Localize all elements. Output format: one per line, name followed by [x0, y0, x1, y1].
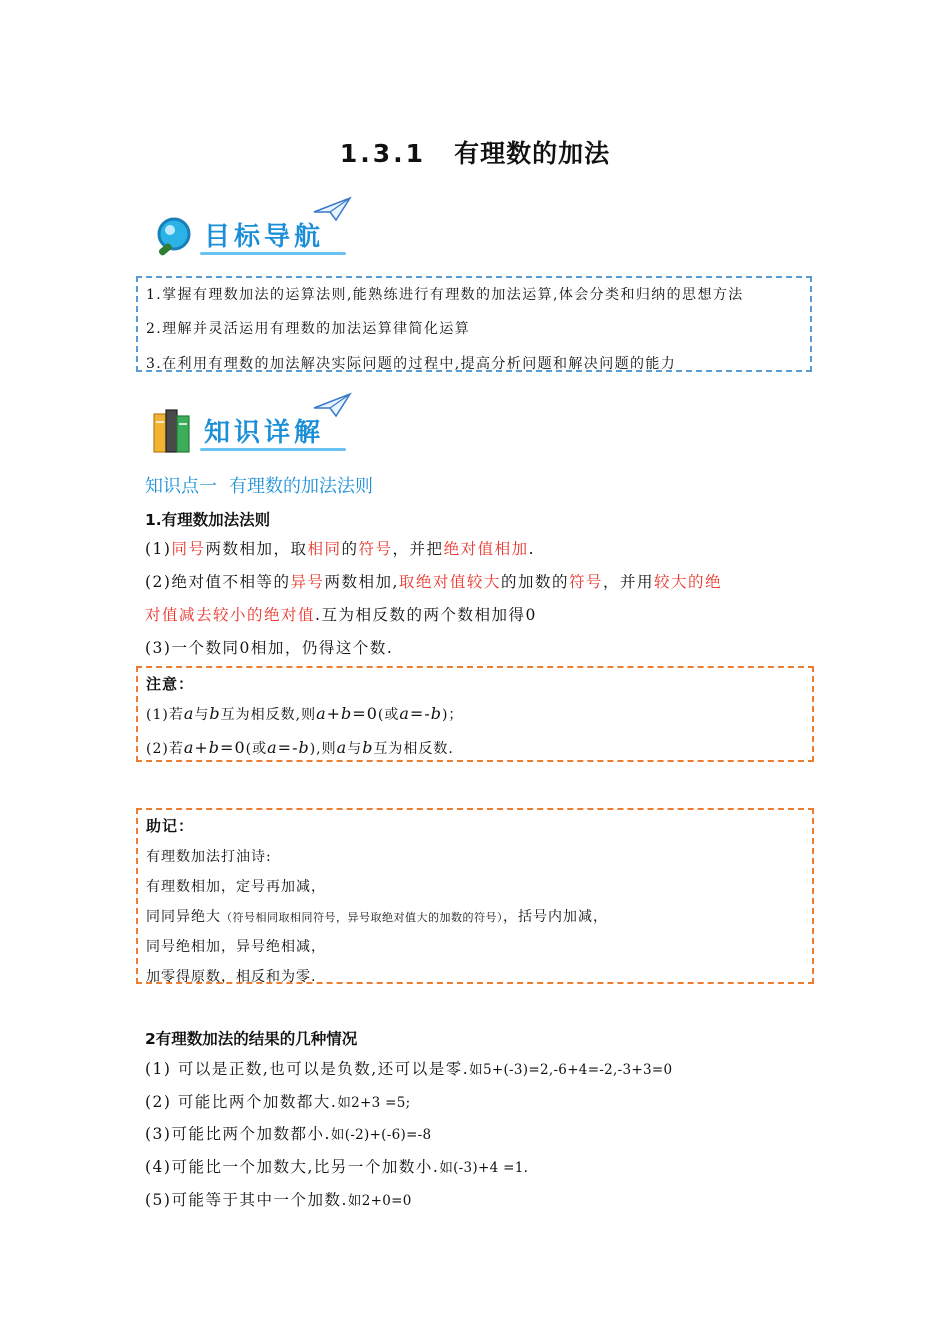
math-var: a: [267, 738, 278, 757]
math-op: =0: [352, 704, 378, 723]
rule-text: .互为相反数的两个数相加得0: [315, 606, 537, 624]
magnifier-icon: [152, 214, 198, 260]
math-op: +: [194, 738, 209, 757]
case-example: 如(-2)+(-6)=-8: [330, 1127, 432, 1143]
math-var: b: [208, 738, 221, 757]
mnemonic-text: 同同异绝大: [146, 909, 221, 925]
mnemonic-box: [136, 808, 814, 984]
rule-text: ，并把: [392, 540, 444, 558]
kp-label: 知识点一: [145, 476, 217, 497]
note-text: (2)若: [146, 741, 184, 757]
rule-3: (3)一个数同0相加，仍得这个数.: [145, 639, 394, 657]
goals-banner-text: 目标导航: [204, 222, 325, 252]
note-line-2: [146, 738, 454, 758]
goals-banner: [152, 196, 352, 260]
cases-heading: 2有理数加法的结果的几种情况: [145, 1030, 358, 1048]
note-text: 与: [347, 741, 363, 757]
knowledge-banner-text: 知识详解: [204, 418, 325, 448]
math-var: b: [298, 738, 310, 757]
rule-text: 两数相加，取: [205, 540, 308, 558]
kp-name: 有理数的加法法则: [229, 476, 373, 497]
case-example: 如5+(-3)=2,-6+4=-2,-3+3=0: [469, 1062, 673, 1078]
mnemonic-line: 同号绝相加，异号绝相减，: [146, 939, 326, 955]
knowledge-point-title: [145, 472, 373, 498]
case-example: 如2+3 =5;: [337, 1095, 411, 1111]
mnemonic-heading: 助记：: [146, 817, 195, 835]
knowledge-banner: [152, 392, 352, 456]
case-4: [145, 1155, 528, 1177]
mnemonic-line: [146, 906, 608, 926]
note-box: [136, 666, 814, 762]
rule-text: (2)绝对值不相等的: [145, 573, 291, 591]
rule-highlight: 同号: [171, 540, 206, 558]
goal-item: 2.理解并灵活运用有理数的加法运算律简化运算: [146, 321, 471, 337]
math-op: =-: [277, 738, 299, 757]
mnemonic-text: ，括号内加减，: [503, 909, 608, 925]
case-text: (4)可能比一个加数大,比另一个加数小.: [145, 1158, 440, 1176]
case-text: (3)可能比两个加数都小.: [145, 1125, 331, 1143]
note-text: )；: [441, 707, 464, 723]
mnemonic-line: 有理数相加，定号再加减，: [146, 879, 326, 895]
case-example: 如2+0=0: [347, 1193, 412, 1209]
mnemonic-aside: （符号相同取相同符号，异号取绝对值大的加数的符号）: [221, 911, 503, 924]
math-var: a: [336, 738, 348, 757]
goal-item: 3.在利用有理数的加法解决实际问题的过程中,提高分析问题和解决问题的能力: [146, 356, 677, 372]
rule-text: (1): [145, 540, 172, 558]
rule-2: [145, 570, 722, 592]
note-text: 与: [194, 707, 210, 723]
rule-highlight: 取绝对值较大: [398, 573, 501, 591]
note-text: 互为相反数.: [373, 741, 454, 757]
note-text: (1)若: [146, 707, 184, 723]
case-text: (5)可能等于其中一个加数.: [145, 1191, 348, 1209]
math-var: b: [362, 738, 374, 757]
rule-highlight: 对值减去较小的绝对值: [145, 606, 316, 624]
rule-text: ，并用: [602, 573, 654, 591]
math-var: b: [209, 704, 221, 723]
case-1: [145, 1057, 672, 1079]
title-text: 有理数的加法: [454, 139, 611, 168]
case-text: (2) 可能比两个加数都大.: [145, 1093, 338, 1111]
books-icon: [152, 406, 192, 454]
rule-highlight: 符号: [358, 540, 393, 558]
case-3: [145, 1122, 431, 1144]
rule-highlight: 较大的绝: [653, 573, 722, 591]
rule-1: [145, 537, 535, 559]
note-text: (或: [245, 741, 268, 757]
knowledge-banner-underline: [200, 448, 346, 451]
rule-text: 两数相加,: [324, 573, 399, 591]
case-example: 如(-3)+4 =1.: [439, 1160, 529, 1176]
note-heading: 注意：: [146, 675, 195, 693]
note-line-1: [146, 704, 463, 724]
math-var: a: [399, 704, 410, 723]
rule-highlight: 相同: [307, 540, 342, 558]
math-var: a: [183, 704, 195, 723]
mnemonic-line: 有理数加法打油诗:: [146, 849, 272, 865]
rule-highlight: 异号: [290, 573, 325, 591]
rule-text: 的: [341, 540, 359, 558]
case-2: [145, 1090, 410, 1112]
rules-heading: 1.有理数加法法则: [145, 511, 271, 529]
goals-box: [136, 276, 812, 372]
goal-item: 1.掌握有理数加法的运算法则,能熟练进行有理数的加法运算,体会分类和归纳的思想方法: [146, 287, 744, 303]
note-text: (或: [377, 707, 400, 723]
rule-highlight: 绝对值相加: [443, 540, 529, 558]
rule-text: 的加数的: [500, 573, 569, 591]
case-text: (1) 可以是正数,也可以是负数,还可以是零.: [145, 1060, 470, 1078]
case-5: [145, 1188, 412, 1210]
math-var: a: [316, 704, 327, 723]
rule-2-cont: [145, 603, 537, 625]
math-op: +: [326, 704, 342, 723]
math-op: =-: [409, 704, 431, 723]
mnemonic-line: 加零得原数，相反和为零.: [146, 969, 317, 985]
rule-text: .: [528, 540, 536, 558]
math-var: b: [341, 704, 353, 723]
title-number: 1.3.1: [339, 139, 427, 168]
note-text: 互为相反数,则: [220, 707, 317, 723]
goals-banner-underline: [200, 252, 346, 255]
math-op: =0: [220, 738, 246, 757]
math-var: a: [183, 738, 195, 757]
note-text: ),则: [309, 741, 337, 757]
math-var: b: [430, 704, 442, 723]
page-title: [0, 134, 950, 170]
rule-highlight: 符号: [568, 573, 603, 591]
